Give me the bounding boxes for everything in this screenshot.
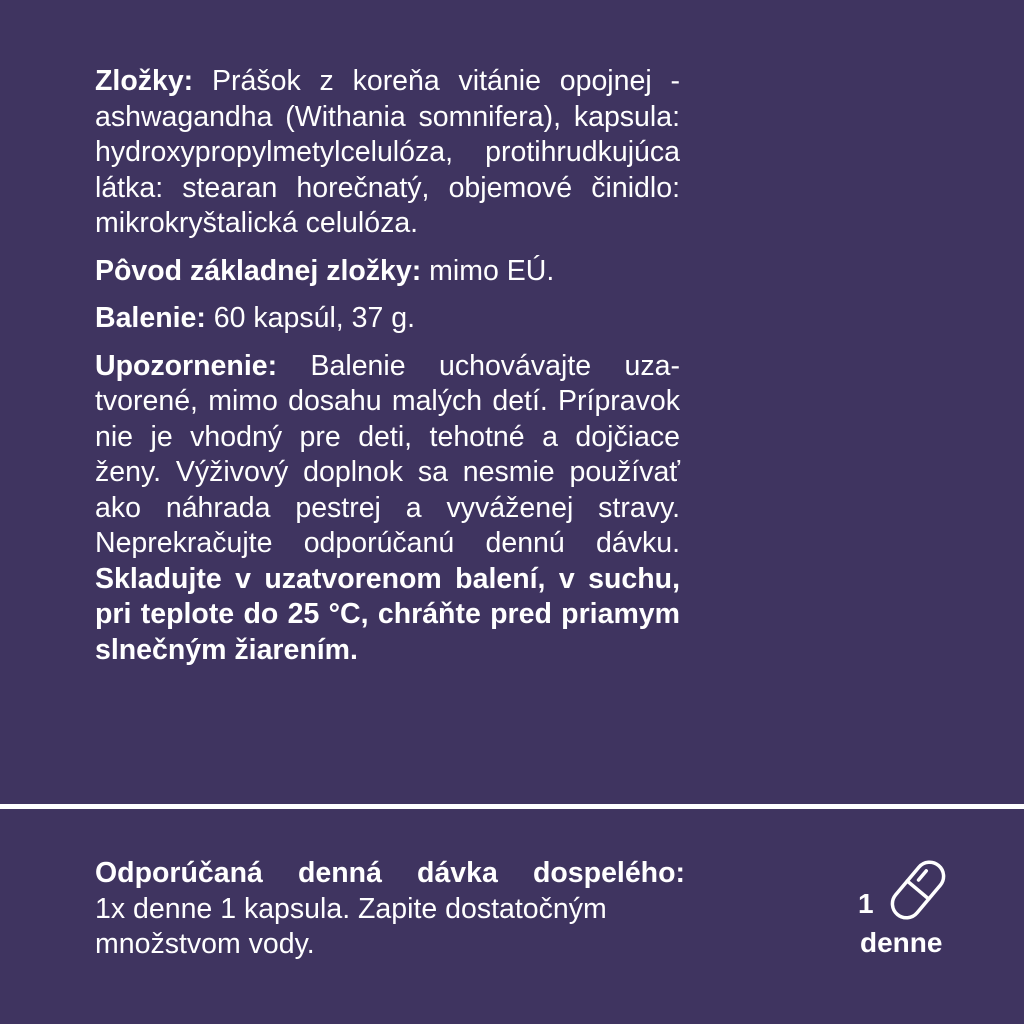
origin-text: mimo EÚ.	[421, 254, 555, 287]
section-divider	[0, 804, 1024, 809]
dose-text-line-2: množstvom vody.	[95, 928, 315, 960]
dose-text-line-1: 1x denne 1 kapsula. Zapite dostatočným	[95, 892, 607, 925]
warning-paragraph	[95, 349, 680, 669]
dose-count: 1	[858, 888, 874, 919]
origin-paragraph	[95, 254, 680, 290]
package-label: Balenie:	[95, 302, 206, 334]
ingredients-paragraph	[95, 64, 680, 242]
product-info	[95, 64, 680, 680]
capsule-icon	[886, 856, 950, 924]
daily-dose-badge	[858, 856, 968, 966]
origin-label: Pôvod základnej zložky:	[95, 254, 422, 287]
warning-text: Balenie uchovávajte uzatvorené, mimo dosahu malých detí. Prípravok nie je vhodný pre deti, tehotné a dojčiace ženy. Výživový doplnok sa nesmie používať ako náhrada pestrej a vyváženej stravy. Neprekračujte odporúčanú dennú dávku.	[95, 349, 680, 559]
package-paragraph	[95, 301, 680, 337]
warning-label: Upozornenie:	[95, 349, 278, 382]
ingredients-text: Prášok z koreňa vitánie opojnej - ashwagandha (Withania somnifera), kapsula: hydroxypropylmetylcelulóza, protihrudkujúca látka: stearan horečnatý, objemové činidlo: mikrokryštalická celulóza.	[95, 65, 680, 239]
storage-instructions: Skladujte v uzatvorenom balení, v suchu, pri teplote do 25 °C, chráňte pred priamym slnečným žiarením.	[95, 562, 680, 666]
dose-heading: Odporúčaná denná dávka dospelého:	[95, 857, 685, 889]
package-text: 60 kapsúl, 37 g.	[205, 302, 416, 334]
recommended-dose	[95, 856, 685, 963]
ingredients-label: Zložky:	[95, 65, 194, 97]
dose-unit: denne	[860, 927, 943, 958]
